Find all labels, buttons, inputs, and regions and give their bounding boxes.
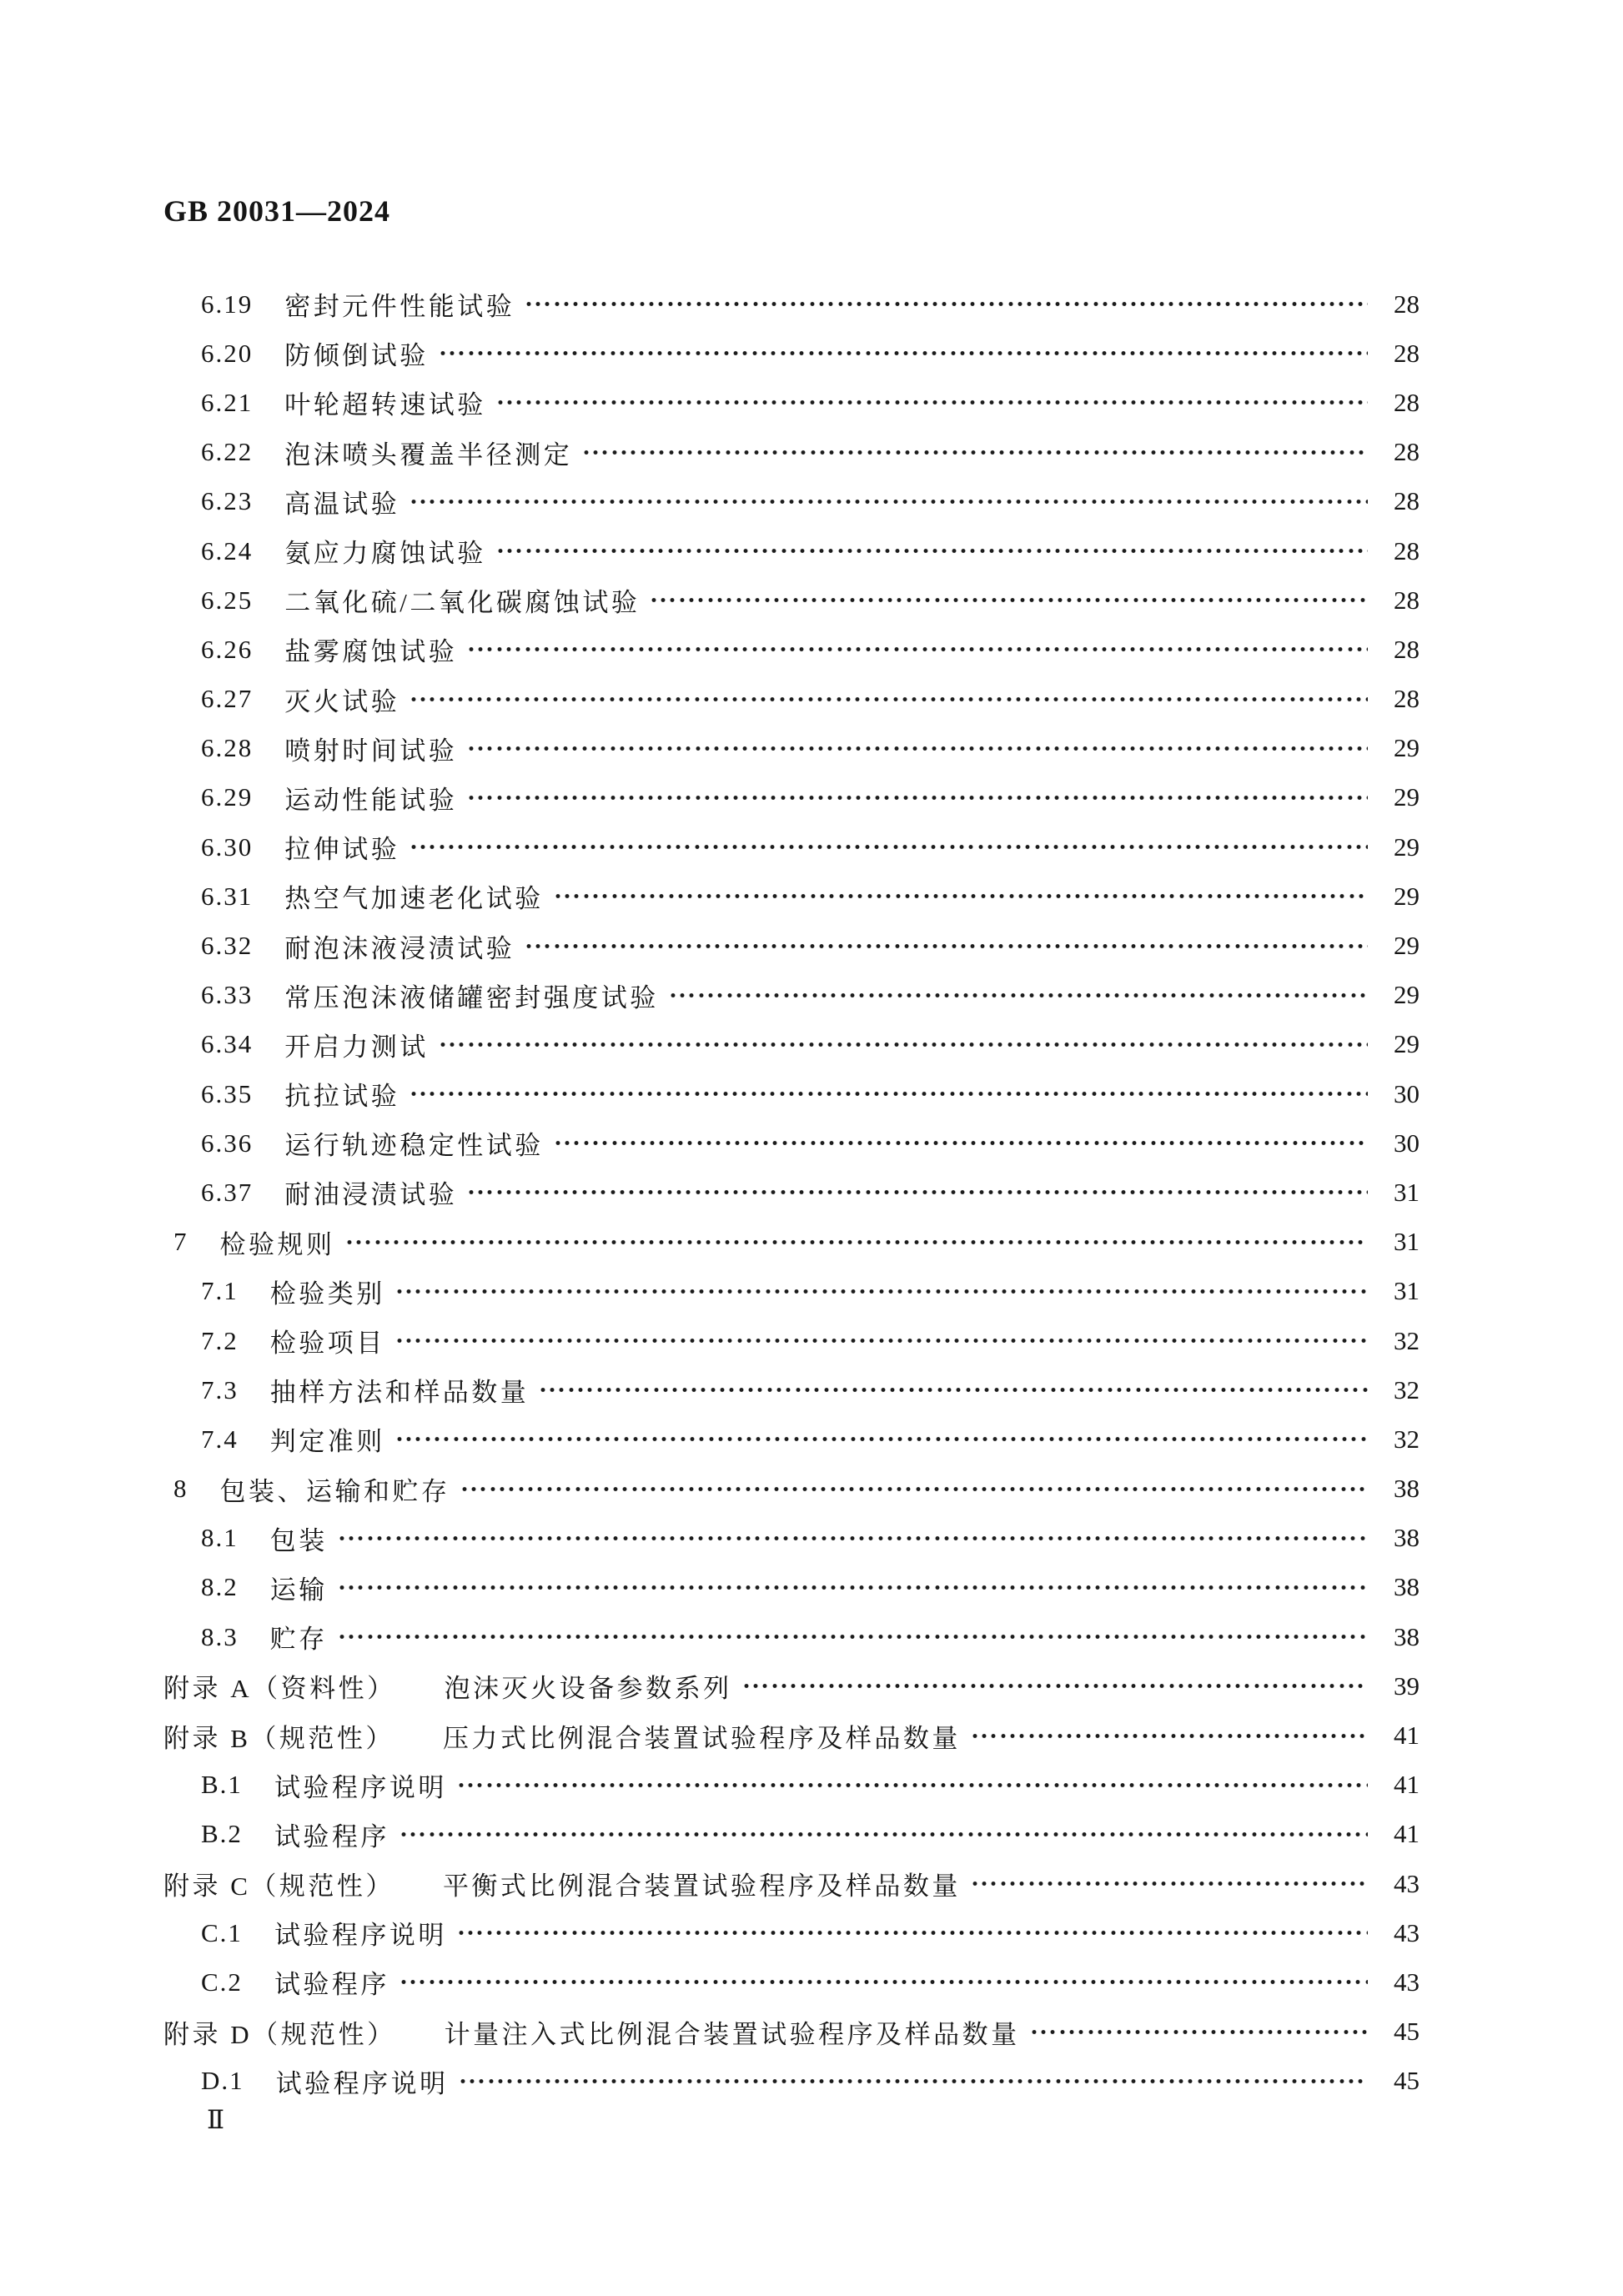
toc-row xyxy=(163,1563,1419,1612)
toc-entry-page: 28 xyxy=(1394,585,1419,615)
toc-entry-page: 29 xyxy=(1394,881,1419,911)
toc-entry-number: 6.34 xyxy=(201,1029,254,1059)
toc-entry-title: 常压泡沫液储罐密封强度试验 xyxy=(284,982,659,1012)
dot-leader xyxy=(338,1525,1368,1551)
toc-entry-page: 32 xyxy=(1394,1374,1419,1404)
toc-entry-page: 31 xyxy=(1394,1177,1419,1207)
toc-entry-title: 检验类别 xyxy=(269,1279,385,1309)
dot-leader xyxy=(395,1426,1368,1452)
toc-entry-page: 29 xyxy=(1394,1029,1419,1059)
toc-entry-number: 6.32 xyxy=(201,931,254,961)
dot-leader xyxy=(650,587,1368,613)
toc-entry-number: 8 xyxy=(173,1474,188,1504)
toc-entry-title: 氨应力腐蚀试验 xyxy=(284,539,486,569)
dot-leader xyxy=(410,834,1368,860)
toc-entry-number: 6.35 xyxy=(201,1078,254,1108)
dot-leader xyxy=(525,933,1368,959)
toc-entry-page: 41 xyxy=(1394,1770,1419,1800)
toc-entry-title: 抽样方法和样品数量 xyxy=(269,1378,530,1408)
toc-entry-number: 6.33 xyxy=(201,980,254,1010)
toc-entry-title: 运行轨迹稳定性试验 xyxy=(284,1131,544,1161)
toc-entry-page: 43 xyxy=(1394,1868,1419,1898)
toc-entry-page: 39 xyxy=(1394,1671,1419,1701)
toc-entry-number: 7.4 xyxy=(201,1424,239,1454)
toc-entry-page: 29 xyxy=(1394,931,1419,961)
toc-entry-number: 6.26 xyxy=(201,634,254,664)
toc-entry-number: 6.29 xyxy=(201,782,254,812)
dot-leader xyxy=(395,1328,1368,1354)
toc-entry-page: 45 xyxy=(1394,2017,1419,2047)
toc-row xyxy=(163,1514,1419,1563)
toc-entry-number: 7.3 xyxy=(201,1374,239,1404)
toc-entry-title: 检验规则 xyxy=(219,1229,335,1259)
dot-leader xyxy=(399,1821,1368,1847)
toc-entry-number: 6.37 xyxy=(201,1177,254,1207)
dot-leader xyxy=(467,736,1368,761)
toc-entry-number: D.1 xyxy=(201,2066,244,2096)
toc-entry-number: 6.22 xyxy=(201,437,254,467)
toc-entry-title: 计量注入式比例混合装置试验程序及样品数量 xyxy=(444,2019,1020,2049)
toc-entry-title: 包装 xyxy=(269,1525,328,1555)
toc-row xyxy=(163,1612,1419,1661)
toc-entry-title: 试验程序 xyxy=(274,1821,389,1851)
toc-row xyxy=(163,2057,1419,2106)
toc-row xyxy=(163,675,1419,724)
toc-row xyxy=(163,477,1419,526)
standard-number-header: GB 20031—2024 xyxy=(163,194,391,228)
toc-row xyxy=(163,1020,1419,1069)
toc-entry-title: 高温试验 xyxy=(284,489,400,519)
toc-entry-page: 28 xyxy=(1394,634,1419,664)
toc-row xyxy=(163,1414,1419,1464)
toc-row xyxy=(163,1465,1419,1514)
toc-entry-number: 8.2 xyxy=(201,1572,239,1602)
toc-entry-number: 附录 A（资料性） xyxy=(163,1674,396,1704)
toc-row xyxy=(163,921,1419,970)
dot-leader xyxy=(539,1377,1368,1403)
dot-leader xyxy=(971,1723,1368,1749)
toc-row xyxy=(163,971,1419,1020)
toc-entry-page: 31 xyxy=(1394,1227,1419,1257)
toc-entry-page: 28 xyxy=(1394,486,1419,516)
toc-entry-page: 43 xyxy=(1394,1917,1419,1947)
dot-leader xyxy=(439,1032,1368,1058)
dot-leader xyxy=(669,982,1368,1008)
page-number-footer: Ⅱ xyxy=(207,2105,226,2134)
toc-row xyxy=(163,1118,1419,1168)
toc-entry-title: 检验项目 xyxy=(269,1329,385,1359)
toc-entry-title: 密封元件性能试验 xyxy=(284,292,515,322)
toc-row xyxy=(163,279,1419,329)
toc-row xyxy=(163,625,1419,674)
dot-leader xyxy=(410,686,1368,712)
toc-row xyxy=(163,872,1419,921)
toc-entry-number: 附录 D（规范性） xyxy=(163,2019,396,2049)
toc-row xyxy=(163,329,1419,378)
dot-leader xyxy=(457,1920,1368,1946)
dot-leader xyxy=(457,1772,1368,1798)
toc-entry-page: 28 xyxy=(1394,289,1419,319)
toc-entry-page: 38 xyxy=(1394,1474,1419,1504)
toc-entry-page: 28 xyxy=(1394,684,1419,714)
toc-entry-number: 6.24 xyxy=(201,535,254,565)
toc-entry-title: 包装、运输和贮存 xyxy=(219,1476,450,1506)
toc-row xyxy=(163,526,1419,575)
toc-row xyxy=(163,1711,1419,1760)
toc-entry-title: 防倾倒试验 xyxy=(284,341,429,371)
dot-leader xyxy=(1030,2019,1368,2045)
dot-leader xyxy=(459,2068,1368,2094)
toc-entry-page: 28 xyxy=(1394,338,1419,368)
toc-entry-number: C.2 xyxy=(201,1967,243,1997)
dot-leader xyxy=(399,1969,1368,1995)
toc-entry-number: 7.2 xyxy=(201,1325,239,1355)
dot-leader xyxy=(467,636,1368,662)
toc-entry-page: 28 xyxy=(1394,535,1419,565)
toc-entry-number: 8.3 xyxy=(201,1621,239,1651)
toc-entry-page: 45 xyxy=(1394,2066,1419,2096)
toc-entry-page: 32 xyxy=(1394,1424,1419,1454)
toc-entry-page: 38 xyxy=(1394,1572,1419,1602)
toc-entry-number: 6.28 xyxy=(201,733,254,763)
toc-row xyxy=(163,1957,1419,2007)
dot-leader xyxy=(338,1624,1368,1650)
toc-entry-title: 耐泡沫液浸渍试验 xyxy=(284,933,515,963)
dot-leader xyxy=(582,440,1368,465)
toc-row xyxy=(163,773,1419,822)
toc-entry-page: 28 xyxy=(1394,437,1419,467)
dot-leader xyxy=(410,1081,1368,1107)
toc-entry-number: 6.25 xyxy=(201,585,254,615)
toc-entry-page: 43 xyxy=(1394,1967,1419,1997)
toc-entry-number: C.1 xyxy=(201,1917,243,1947)
toc-entry-page: 41 xyxy=(1394,1721,1419,1751)
toc-entry-number: 6.36 xyxy=(201,1128,254,1158)
toc-row xyxy=(163,822,1419,872)
toc-row xyxy=(163,1810,1419,1859)
toc-entry-page: 32 xyxy=(1394,1325,1419,1355)
toc-row xyxy=(163,2007,1419,2057)
dot-leader xyxy=(439,340,1368,366)
toc-entry-page: 29 xyxy=(1394,782,1419,812)
toc-entry-title: 试验程序 xyxy=(274,1970,389,2000)
toc-entry-title: 二氧化硫/二氧化碳腐蚀试验 xyxy=(284,588,641,618)
toc-entry-title: 运输 xyxy=(269,1575,328,1605)
toc-row xyxy=(163,1908,1419,1957)
toc-row xyxy=(163,1859,1419,1908)
toc-entry-page: 29 xyxy=(1394,980,1419,1010)
dot-leader xyxy=(496,538,1368,564)
toc-entry-number: 6.30 xyxy=(201,831,254,862)
toc-entry-number: 8.1 xyxy=(201,1523,239,1553)
toc-entry-title: 贮存 xyxy=(269,1625,328,1655)
toc-entry-number: 附录 B（规范性） xyxy=(163,1723,394,1753)
toc-row xyxy=(163,724,1419,773)
toc-row xyxy=(163,1761,1419,1810)
toc xyxy=(163,279,1419,2106)
toc-entry-title: 试验程序说明 xyxy=(275,2068,449,2098)
toc-row xyxy=(163,575,1419,625)
dot-leader xyxy=(345,1229,1369,1255)
toc-entry-title: 盐雾腐蚀试验 xyxy=(284,637,458,667)
toc-row xyxy=(163,1661,1419,1711)
dot-leader xyxy=(467,785,1368,811)
toc-entry-title: 开启力测试 xyxy=(284,1032,429,1062)
toc-row xyxy=(163,1316,1419,1365)
dot-leader xyxy=(338,1575,1368,1600)
toc-entry-title: 压力式比例混合装置试验程序及样品数量 xyxy=(442,1723,961,1753)
dot-leader xyxy=(525,291,1368,317)
toc-entry-page: 29 xyxy=(1394,733,1419,763)
dot-leader xyxy=(395,1279,1368,1304)
toc-entry-number: 附录 C（规范性） xyxy=(163,1871,394,1902)
toc-row xyxy=(163,378,1419,427)
dot-leader xyxy=(410,489,1368,515)
toc-entry-title: 平衡式比例混合装置试验程序及样品数量 xyxy=(442,1871,961,1902)
toc-entry-number: B.2 xyxy=(201,1819,243,1849)
toc-entry-page: 38 xyxy=(1394,1621,1419,1651)
dot-leader xyxy=(460,1476,1369,1502)
toc-row xyxy=(163,1218,1419,1267)
toc-entry-title: 运动性能试验 xyxy=(284,785,458,815)
toc-entry-page: 38 xyxy=(1394,1523,1419,1553)
dot-leader xyxy=(971,1871,1368,1897)
toc-entry-page: 31 xyxy=(1394,1276,1419,1306)
toc-row xyxy=(163,428,1419,477)
toc-entry-page: 29 xyxy=(1394,831,1419,862)
toc-entry-title: 判定准则 xyxy=(269,1427,385,1457)
toc-entry-title: 试验程序说明 xyxy=(274,1921,447,1951)
dot-leader xyxy=(554,1130,1368,1156)
toc-entry-title: 灭火试验 xyxy=(284,686,400,716)
toc-entry-title: 叶轮超转速试验 xyxy=(284,390,486,420)
toc-entry-number: 6.27 xyxy=(201,684,254,714)
dot-leader xyxy=(496,389,1368,415)
toc-entry-number: B.1 xyxy=(201,1770,243,1800)
dot-leader xyxy=(467,1179,1368,1205)
toc-entry-title: 抗拉试验 xyxy=(284,1082,400,1112)
toc-row xyxy=(163,1069,1419,1118)
toc-entry-page: 28 xyxy=(1394,387,1419,417)
toc-entry-title: 热空气加速老化试验 xyxy=(284,884,544,914)
toc-row xyxy=(163,1267,1419,1316)
toc-entry-title: 拉伸试验 xyxy=(284,835,400,865)
toc-entry-number: 6.19 xyxy=(201,289,254,319)
toc-entry-number: 6.20 xyxy=(201,338,254,368)
toc-entry-title: 泡沫喷头覆盖半径测定 xyxy=(284,440,573,470)
toc-entry-number: 6.21 xyxy=(201,387,254,417)
dot-leader xyxy=(742,1673,1368,1699)
toc-entry-title: 耐油浸渍试验 xyxy=(284,1180,458,1210)
toc-entry-title: 泡沫灭火设备参数系列 xyxy=(444,1674,732,1704)
toc-entry-page: 30 xyxy=(1394,1128,1419,1158)
dot-leader xyxy=(554,883,1368,909)
toc-entry-number: 6.31 xyxy=(201,881,254,911)
toc-entry-title: 试验程序说明 xyxy=(274,1772,447,1802)
toc-entry-number: 7.1 xyxy=(201,1276,239,1306)
toc-entry-page: 41 xyxy=(1394,1819,1419,1849)
toc-entry-page: 30 xyxy=(1394,1078,1419,1108)
toc-row xyxy=(163,1168,1419,1217)
toc-entry-number: 7 xyxy=(173,1227,188,1257)
toc-entry-number: 6.23 xyxy=(201,486,254,516)
toc-entry-title: 喷射时间试验 xyxy=(284,736,458,766)
toc-row xyxy=(163,1365,1419,1414)
